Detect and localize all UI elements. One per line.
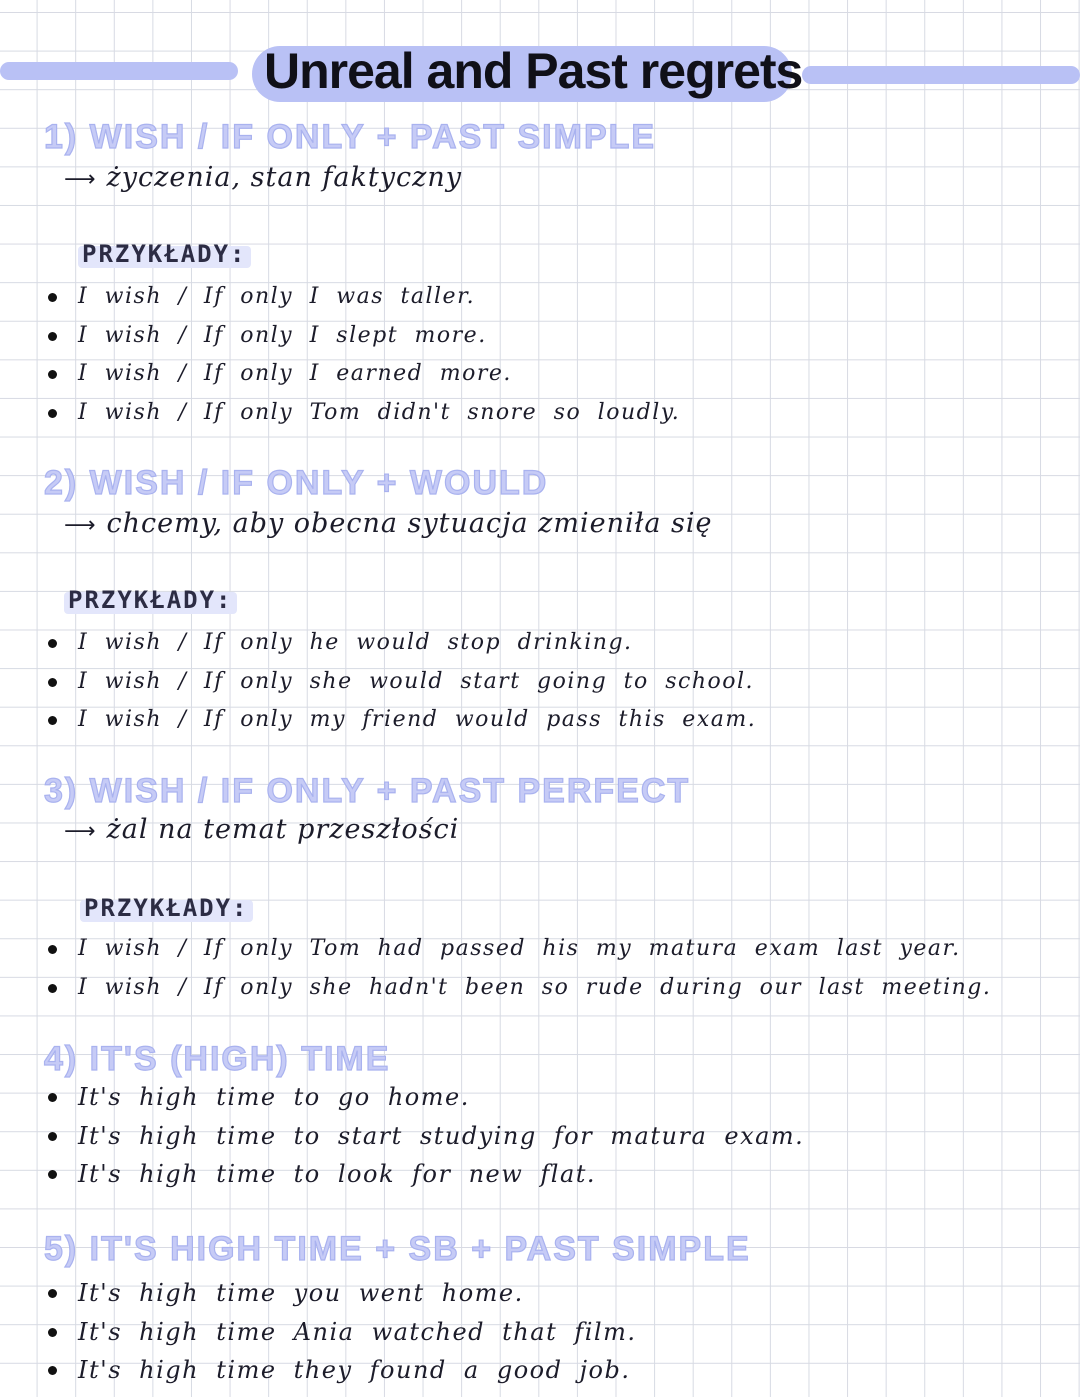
section-1-note	[64, 162, 462, 193]
bullet-icon	[48, 1170, 57, 1179]
list-item	[0, 317, 680, 356]
list-item-text: I wish / If only I slept more.	[78, 322, 487, 348]
list-item	[0, 394, 680, 433]
list-item	[0, 701, 756, 740]
list-item	[0, 1313, 636, 1352]
arrow-right-icon: ⟶	[64, 513, 97, 538]
section-3-note-text: żal na temat przeszłości	[106, 814, 460, 845]
list-item-text: It's high time to start studying for matura exam.	[78, 1121, 805, 1150]
list-item-text: It's high time to go home.	[78, 1083, 470, 1111]
bullet-icon	[48, 409, 57, 418]
section-5-heading: 5) IT'S HIGH TIME + SB + PAST SIMPLE	[44, 1230, 751, 1268]
section-2-note-text: chcemy, aby obecna sytuacja zmieniła się	[106, 508, 713, 539]
section-3-note	[64, 814, 459, 845]
bullet-icon	[48, 332, 57, 341]
list-item-text: It's high time to look for new flat.	[78, 1160, 597, 1189]
list-item	[0, 1351, 636, 1390]
title-block	[250, 36, 803, 108]
list-item-text: I wish / If only she hadn't been so rude during our last meeting.	[78, 974, 992, 1000]
list-item	[0, 1078, 804, 1117]
section-1-examples-label-text: PRZYKŁADY:	[82, 240, 247, 268]
list-item	[0, 1155, 804, 1194]
list-item-text: I wish / If only Tom didn't snore so loudly.	[78, 399, 681, 425]
bullet-icon	[48, 1132, 57, 1141]
bullet-icon	[48, 1093, 57, 1102]
list-item	[0, 930, 991, 969]
list-item-text: I wish / If only he would stop drinking.	[78, 630, 633, 655]
bullet-icon	[48, 945, 57, 954]
section-4-heading: 4) IT'S (HIGH) TIME	[44, 1040, 391, 1078]
section-1-examples-label	[82, 240, 247, 268]
list-item-text: I wish / If only Tom had passed his my matura exam last year.	[78, 936, 961, 961]
list-item	[0, 624, 756, 663]
section-3-heading: 3) WISH / IF ONLY + PAST PERFECT	[44, 772, 691, 810]
bullet-icon	[48, 293, 57, 302]
list-item	[0, 969, 991, 1008]
list-item	[0, 1117, 804, 1156]
page-title: Unreal and Past regrets	[264, 43, 803, 99]
bullet-icon	[48, 1289, 57, 1298]
section-3-examples	[0, 930, 991, 1007]
section-1-note-text: życzenia, stan faktyczny	[106, 162, 462, 193]
list-item-text: It's high time you went home.	[78, 1279, 524, 1307]
list-item	[0, 355, 680, 394]
section-2-heading: 2) WISH / IF ONLY + WOULD	[44, 464, 549, 502]
section-1-heading: 1) WISH / IF ONLY + PAST SIMPLE	[44, 118, 657, 156]
title-underline-right	[802, 66, 1080, 84]
list-item	[0, 1274, 636, 1313]
section-3-examples-label-text: PRZYKŁADY:	[84, 894, 249, 922]
list-item-text: I wish / If only I earned more.	[78, 361, 512, 387]
arrow-right-icon: ⟶	[64, 819, 97, 844]
section-2-examples-label-text: PRZYKŁADY:	[68, 586, 233, 614]
arrow-right-icon: ⟶	[64, 167, 97, 192]
bullet-icon	[48, 370, 57, 379]
list-item-text: It's high time they found a good job.	[78, 1356, 631, 1385]
bullet-icon	[48, 716, 57, 725]
bullet-icon	[48, 678, 57, 687]
section-2-examples	[0, 624, 756, 740]
section-2-examples-label	[68, 586, 233, 614]
list-item-text: I wish / If only my friend would pass this exam.	[78, 707, 757, 733]
list-item-text: It's high time Ania watched that film.	[78, 1317, 637, 1346]
title-underline-left	[0, 62, 238, 80]
section-2-note	[64, 508, 713, 539]
list-item	[0, 663, 756, 702]
section-3-examples-label	[84, 894, 249, 922]
bullet-icon	[48, 984, 57, 993]
list-item	[0, 278, 680, 317]
list-item-text: I wish / If only she would start going to school.	[78, 668, 755, 694]
bullet-icon	[48, 639, 57, 648]
section-5-examples	[0, 1274, 636, 1390]
bullet-icon	[48, 1328, 57, 1337]
section-1-examples	[0, 278, 680, 432]
section-4-examples	[0, 1078, 804, 1194]
list-item-text: I wish / If only I was taller.	[78, 284, 476, 309]
bullet-icon	[48, 1366, 57, 1375]
